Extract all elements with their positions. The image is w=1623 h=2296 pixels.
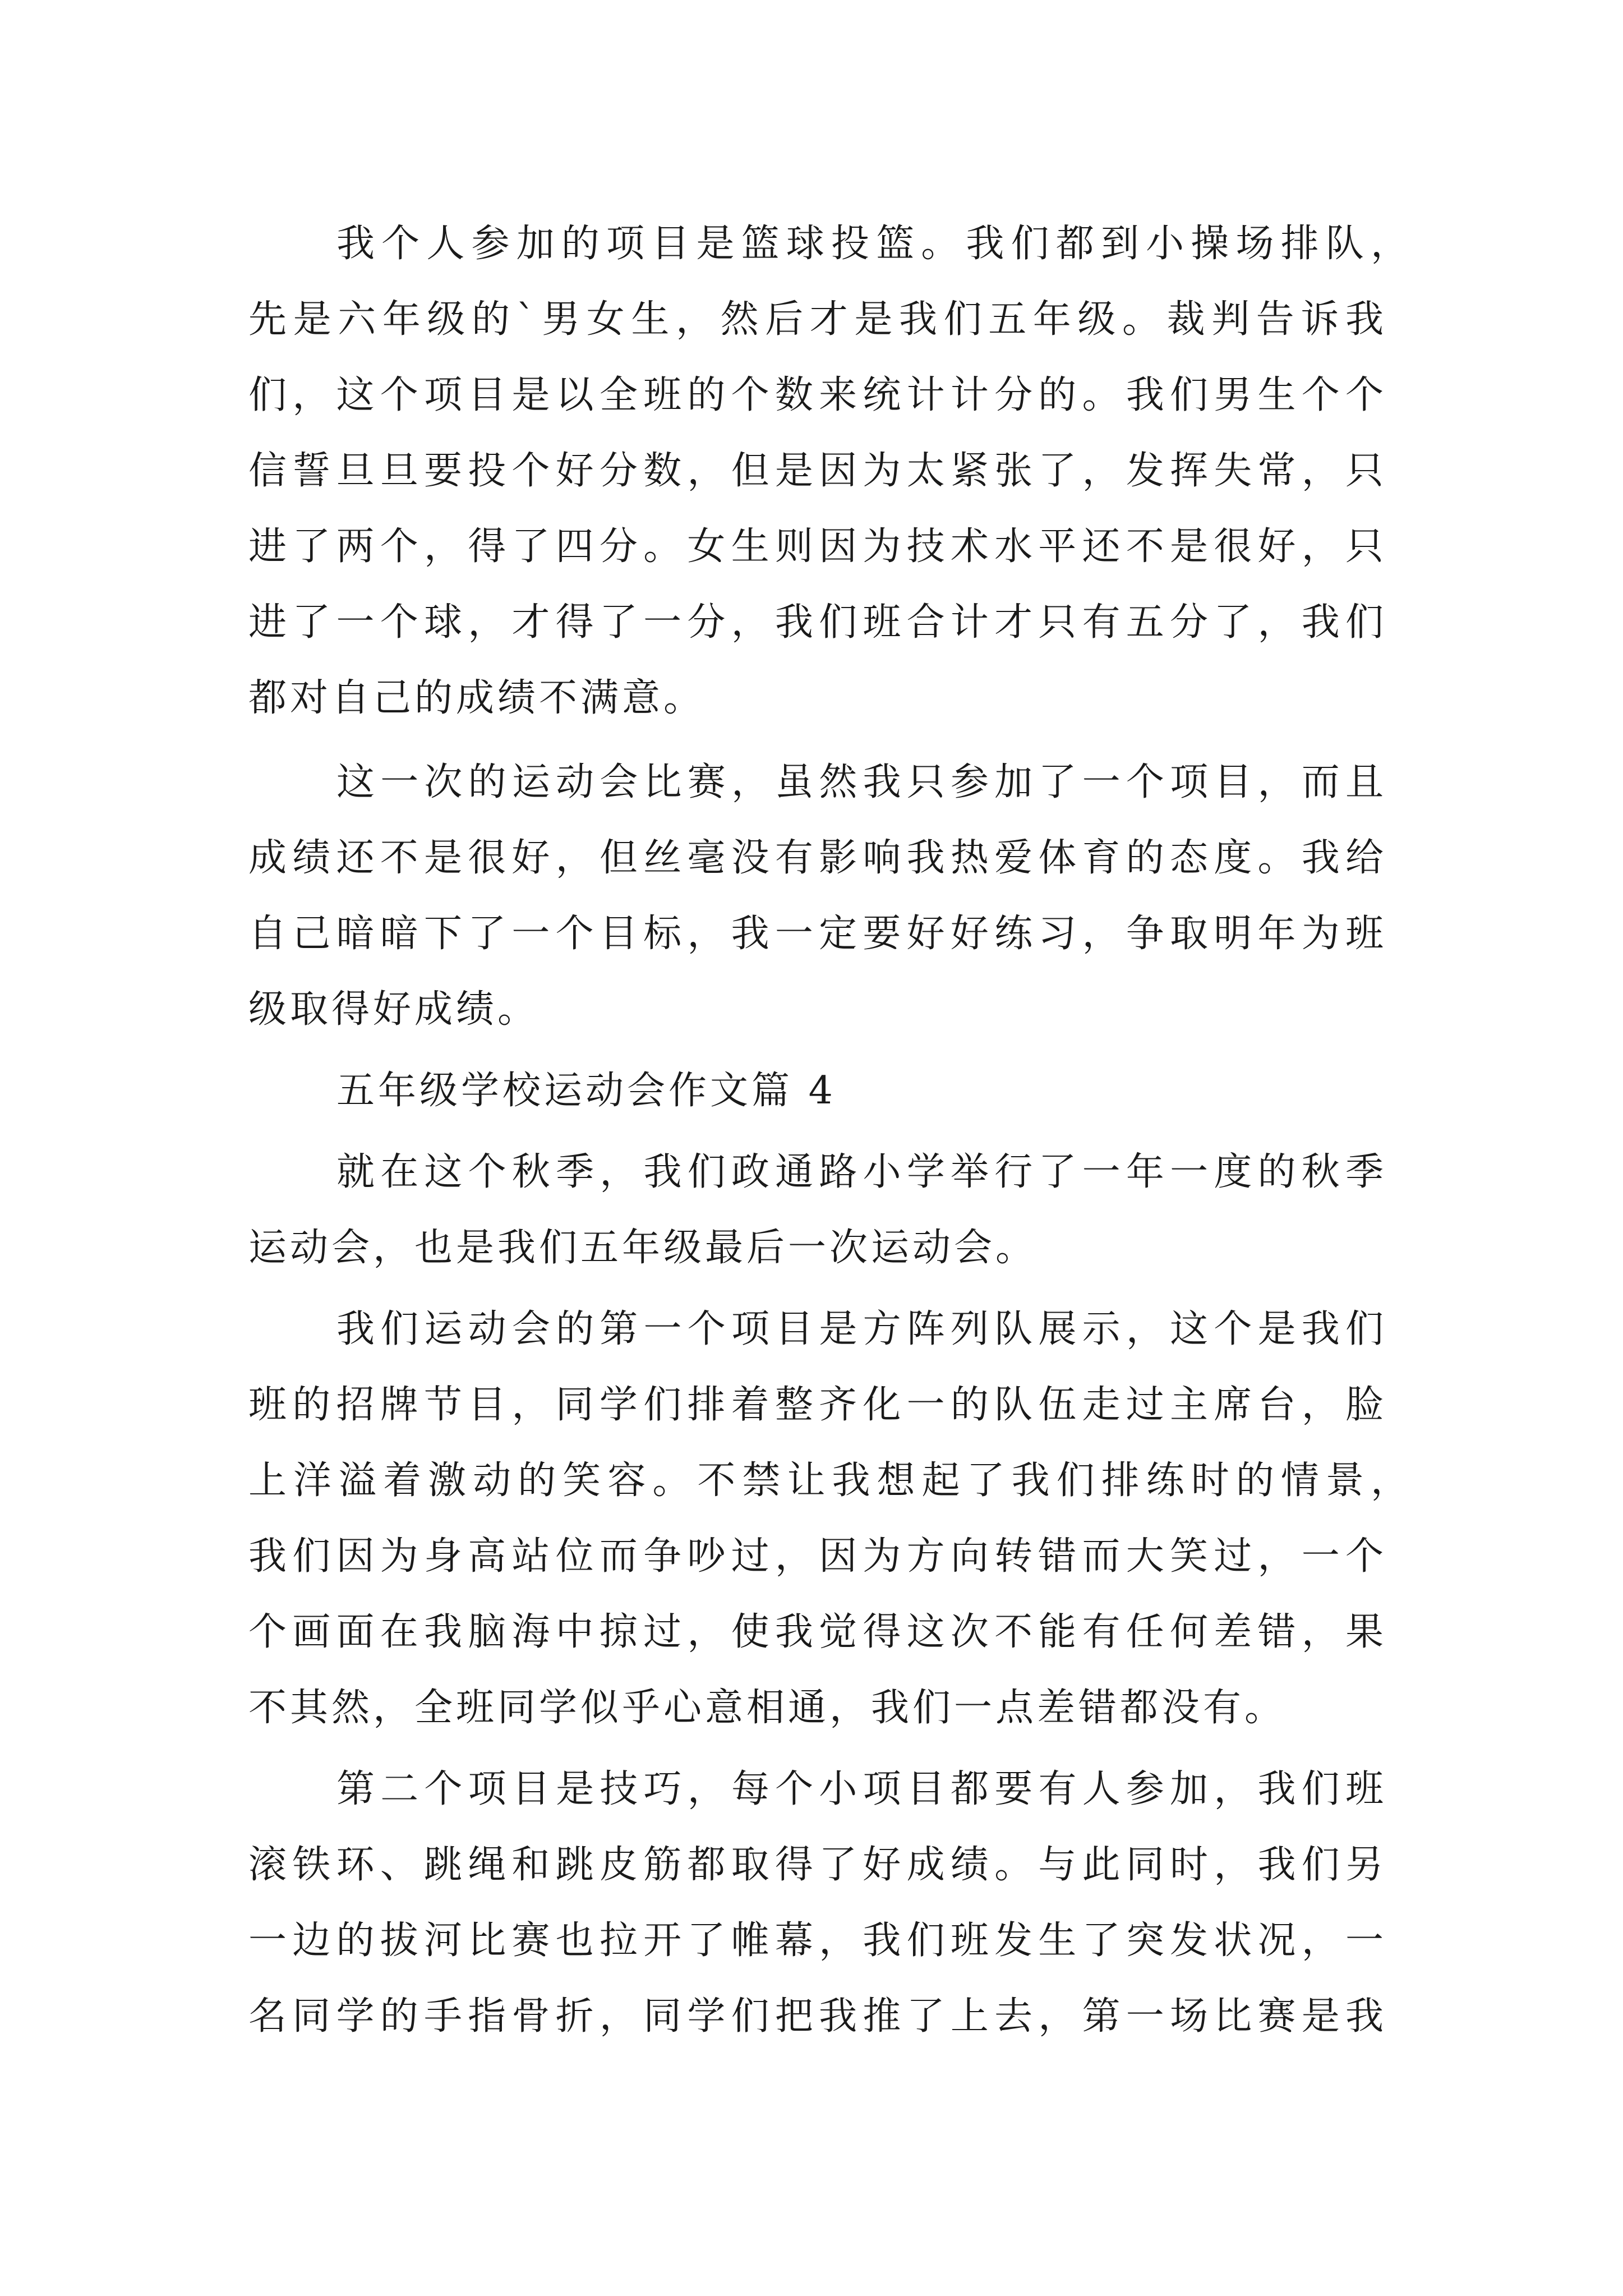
text-line: 上洋溢着激动的笑容。不禁让我想起了我们排练时的情景， xyxy=(248,1458,1412,1503)
text-line: 成绩还不是很好，但丝毫没有影响我热爱体育的态度。我给 xyxy=(248,836,1387,880)
text-line: 班的招牌节目，同学们排着整齐化一的队伍走过主席台，脸 xyxy=(248,1383,1387,1427)
text-line: 先是六年级的`男女生，然后才是我们五年级。裁判告诉我 xyxy=(248,297,1387,342)
text-line: 不其然，全班同学似乎心意相通，我们一点差错都没有。 xyxy=(248,1686,1287,1730)
text-line: 一边的拔河比赛也拉开了帷幕，我们班发生了突发状况，一 xyxy=(248,1918,1387,1963)
text-line: 都对自己的成绩不满意。 xyxy=(248,676,706,720)
text-line: 我个人参加的项目是篮球投篮。我们都到小操场排队， xyxy=(336,222,1412,266)
text-line: 级取得好成绩。 xyxy=(248,987,540,1032)
text-line: 自己暗暗下了一个目标，我一定要好好练习，争取明年为班 xyxy=(248,912,1387,956)
text-line: 就在这个秋季，我们政通路小学举行了一年一度的秋季 xyxy=(336,1150,1387,1194)
text-line: 第二个项目是技巧，每个小项目都要有人参加，我们班 xyxy=(336,1767,1387,1811)
text-line: 们，这个项目是以全班的个数来统计计分的。我们男生个个 xyxy=(248,373,1387,417)
text-line: 进了两个，得了四分。女生则因为技术水平还不是很好，只 xyxy=(248,524,1387,569)
text-line: 个画面在我脑海中掠过，使我觉得这次不能有任何差错，果 xyxy=(248,1610,1387,1654)
text-line: 运动会，也是我们五年级最后一次运动会。 xyxy=(248,1226,1038,1270)
text-line: 我们因为身高站位而争吵过，因为方向转错而大笑过，一个 xyxy=(248,1534,1387,1579)
text-line: 滚铁环、跳绳和跳皮筋都取得了好成绩。与此同时，我们另 xyxy=(248,1843,1387,1887)
text-line: 这一次的运动会比赛，虽然我只参加了一个项目，而且 xyxy=(336,760,1387,804)
text-line: 我们运动会的第一个项目是方阵列队展示，这个是我们 xyxy=(336,1307,1387,1351)
text-line: 名同学的手指骨折，同学们把我推了上去，第一场比赛是我 xyxy=(248,1994,1387,2039)
section-title: 五年级学校运动会作文篇 4 xyxy=(336,1069,836,1113)
text-line: 信誓旦旦要投个好分数，但是因为太紧张了，发挥失常，只 xyxy=(248,449,1387,493)
text-line: 进了一个球，才得了一分，我们班合计才只有五分了，我们 xyxy=(248,600,1387,645)
